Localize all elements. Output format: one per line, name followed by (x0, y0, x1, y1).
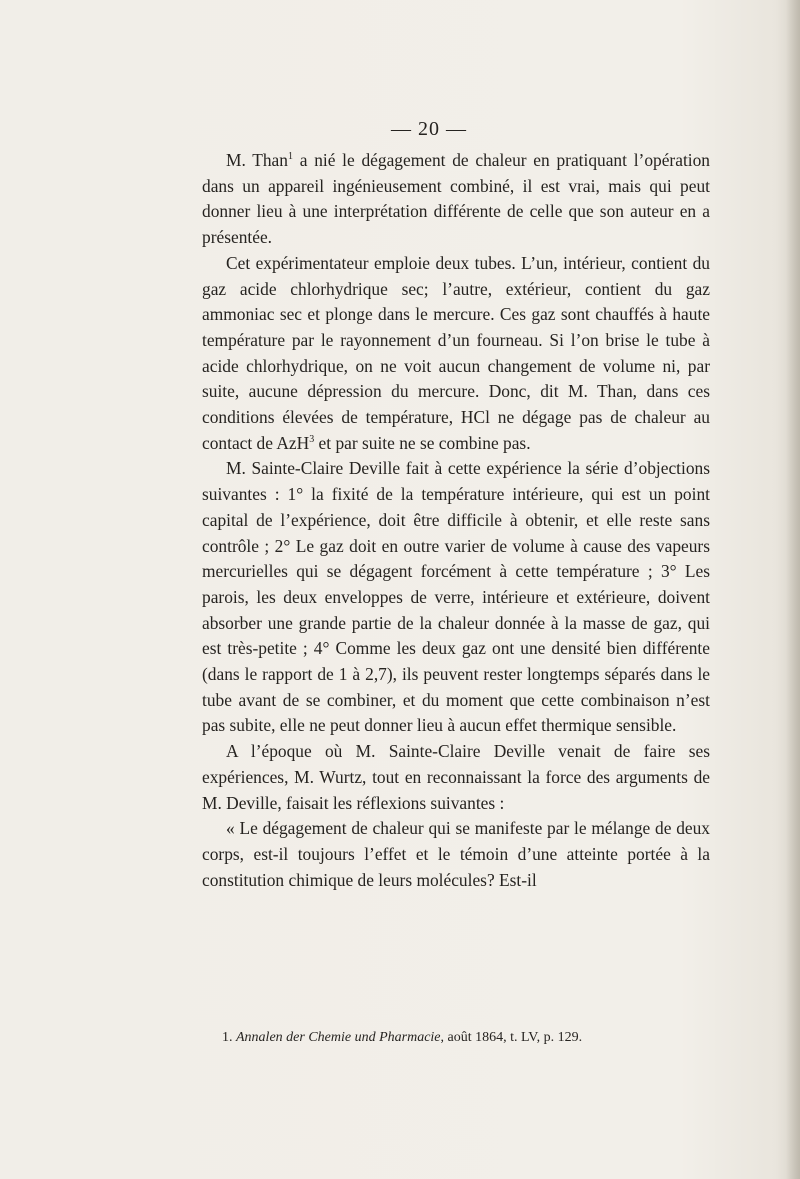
main-text (202, 148, 710, 893)
paragraph-text: « Le dégagement de chaleur qui se manifeste par le mélange de deux corps, est-il toujours l’effet et le témoin d’une atteinte portée à la constitution chimique de leurs molécules? Est-il (202, 818, 710, 890)
paragraph-text: et par suite ne se combine pas. (314, 432, 531, 453)
footnote-citation: , août 1864, t. LV, p. 129. (440, 1030, 583, 1045)
paragraph-wurtz (202, 739, 710, 816)
paragraph-text: a nié le dégagement de chaleur en pratiquant l’opération dans un appareil ingénieusement combiné, il est vrai, mais qui peut donner lieu à une interprétation différente de celle que son auteur en a présentée. (202, 150, 711, 248)
paragraph-text: M. Than (226, 150, 288, 170)
page-number: — 20 — (391, 118, 467, 140)
paragraph-experiment (202, 251, 710, 457)
paragraph-than (202, 148, 710, 251)
page-edge-shadow (786, 0, 800, 1179)
paragraph-quote (202, 816, 710, 893)
footnote (222, 1028, 710, 1048)
footnote-reference[interactable]: 1 (287, 151, 293, 163)
footnote-number: 1. (222, 1030, 233, 1045)
paragraph-text: A l’époque où M. Sainte-Claire Deville venait de faire ses expériences, M. Wurtz, tout en reconnaissant la force des arguments de M. Deville, faisait les réflexions suivantes : (202, 741, 710, 813)
footnote-journal-title: Annalen der Chemie und Pharmacie (236, 1030, 441, 1045)
superscript-index: 3 (309, 433, 315, 445)
paragraph-text: Cet expérimentateur emploie deux tubes. L’un, intérieur, contient du gaz acide chlorhydrique sec; l’autre, extérieur, contient du gaz ammoniac sec et plonge dans le mercure. Ces gaz sont chauffés à haute température par le rayonnement d’un fourneau. Si l’on brise le tube à acide chlorhydrique, on ne voit aucun changement de volume ni, par suite, aucune dépression du mercure. Donc, dit M. Than, dans ces conditions élevées de température, HCl ne dégage pas de chaleur au contact de AzH (202, 252, 710, 453)
paragraph-objections (202, 456, 710, 739)
paragraph-text: M. Sainte-Claire Deville fait à cette expérience la série d’objections suivantes : 1° la fixité de la température intérieure, qui est un point capital de l’expérience, doit être difficile à obtenir, et elle reste sans contrôle ; 2° Le gaz doit en outre varier de volume à cause des vapeurs mercurielles qui se dégagent forcément à cette température ; 3° Les parois, les deux enveloppes de verre, intérieure et extérieure, doivent absorber une grande partie de la chaleur donnée à la masse de gaz, qui est très-petite ; 4° Comme les deux gaz ont une densité bien différente (dans le rapport de 1 à 2,7), ils peuvent rester longtemps séparés dans le tube avant de se combiner, et du moment que cette combinaison n’est pas subite, elle ne peut donner lieu à aucun effet thermique sensible. (202, 458, 710, 736)
